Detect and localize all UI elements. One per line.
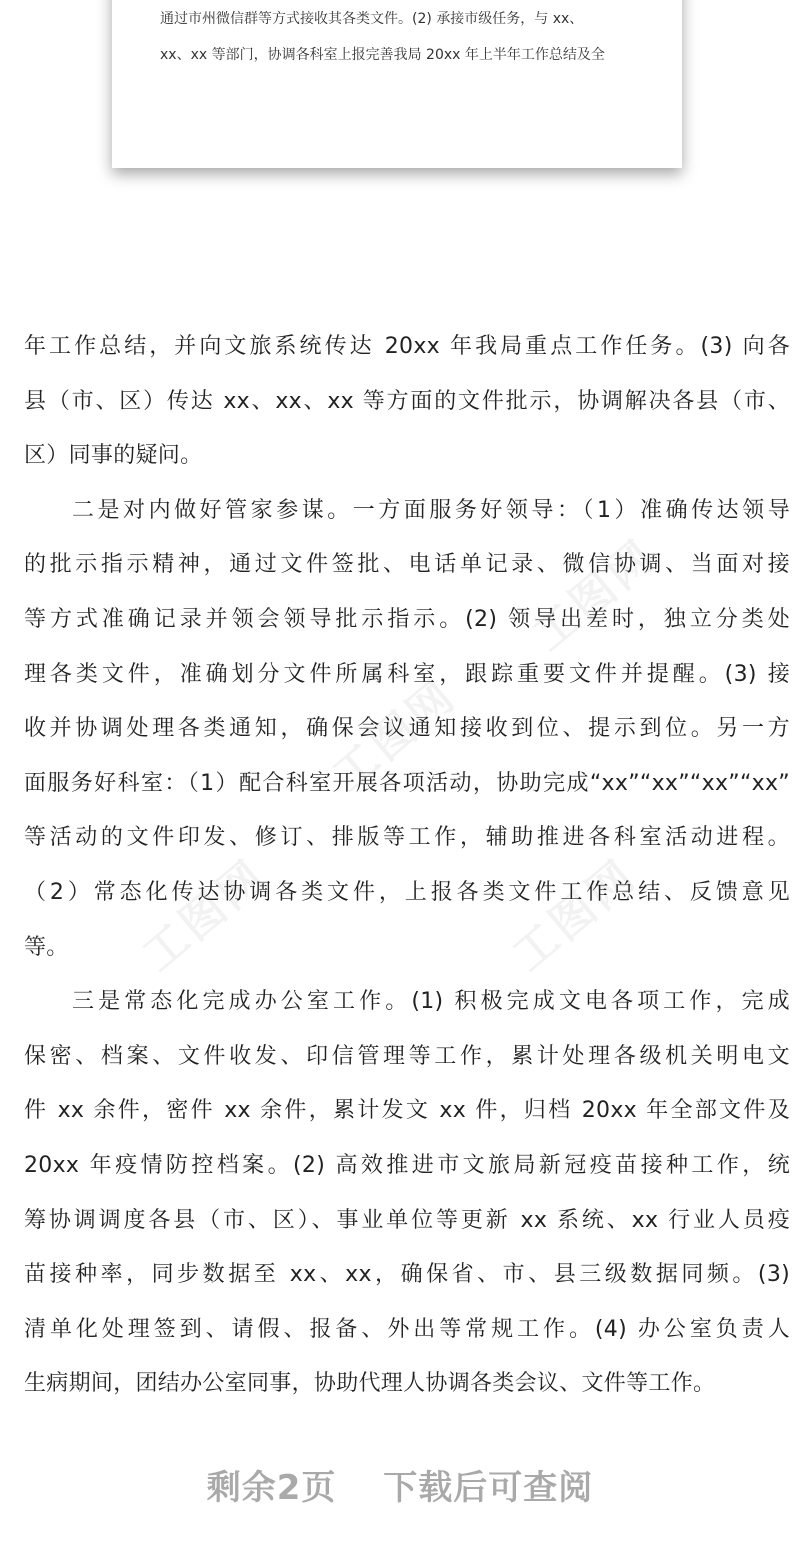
text-line: 等活动的文件印发、修订、排版等工作，辅助推进各科室活动进程。 bbox=[24, 825, 790, 851]
watermark: 工图网 bbox=[503, 849, 647, 982]
text-line: 生病期间，团结办公室同事，协助代理人协调各类会议、文件等工作。 bbox=[24, 1371, 716, 1397]
text-line: 20xx 年疫情防控档案。(2) 高效推进市文旅局新冠疫苗接种工作，统 bbox=[24, 1152, 790, 1178]
text-line: 县（市、区）传达 xx、xx、xx 等方面的文件批示，协调解决各县（市、 bbox=[24, 388, 790, 414]
text-line: 理各类文件，准确划分文件所属科室，跟踪重要文件并提醒。(3) 接 bbox=[24, 661, 790, 687]
text-line: 清单化处理签到、请假、报备、外出等常规工作。(4) 办公室负责人 bbox=[24, 1316, 790, 1342]
text-line: 收并协调处理各类通知，确保会议通知接收到位、提示到位。另一方 bbox=[24, 716, 790, 742]
text-line: （2）常态化传达协调各类文件，上报各类文件工作总结、反馈意见 bbox=[24, 879, 790, 905]
previous-page-preview bbox=[112, 0, 682, 168]
download-to-read-more-banner[interactable] bbox=[0, 1460, 800, 1509]
text-line: 三是常态化完成办公室工作。(1) 积极完成文电各项工作，完成 bbox=[72, 989, 790, 1015]
text-line: 的批示指示精神，通过文件签批、电话单记录、微信协调、当面对接 bbox=[24, 552, 790, 578]
text-line: 区）同事的疑问。 bbox=[24, 443, 203, 469]
text-line: 年工作总结，并向文旅系统传达 20xx 年我局重点工作任务。(3) 向各 bbox=[24, 334, 790, 359]
watermark: 工图网 bbox=[133, 849, 277, 982]
text-line: 面服务好科室：（1）配合科室开展各项活动，协助完成“xx”“xx”“xx”“xx” bbox=[24, 770, 790, 796]
watermark: 工图网 bbox=[323, 669, 467, 802]
text-line: 二是对内做好管家参谋。一方面服务好领导：（1）准确传达领导 bbox=[72, 497, 790, 523]
text-line: 件 xx 余件，密件 xx 余件，累计发文 xx 件，归档 20xx 年全部文件及 bbox=[24, 1098, 790, 1124]
text-line: 筹协调调度各县（市、区）、事业单位等更新 xx 系统、xx 行业人员疫 bbox=[24, 1207, 790, 1233]
text-line: 苗接种率，同步数据至 xx、xx，确保省、市、县三级数据同频。(3) bbox=[24, 1262, 790, 1288]
document-body bbox=[24, 320, 790, 1412]
text-line: 保密、档案、文件收发、印信管理等工作，累计处理各级机关明电文 bbox=[24, 1043, 790, 1069]
watermark: 工图网 bbox=[523, 529, 667, 662]
preview-line: xx、xx 等部门，协调各科室上报完善我局 20xx 年上半年工作总结及全 bbox=[160, 47, 605, 63]
text-line: 等方式准确记录并领会领导批示指示。(2) 领导出差时，独立分类处 bbox=[24, 606, 790, 632]
text-line: 等。 bbox=[24, 934, 69, 960]
download-to-view-label[interactable]: 下载后可查阅 bbox=[383, 1468, 594, 1508]
remaining-pages-label: 剩余2页 bbox=[206, 1468, 337, 1508]
preview-line: 通过市州微信群等方式接收其各类文件。(2) 承接市级任务，与 xx、 bbox=[160, 11, 584, 27]
